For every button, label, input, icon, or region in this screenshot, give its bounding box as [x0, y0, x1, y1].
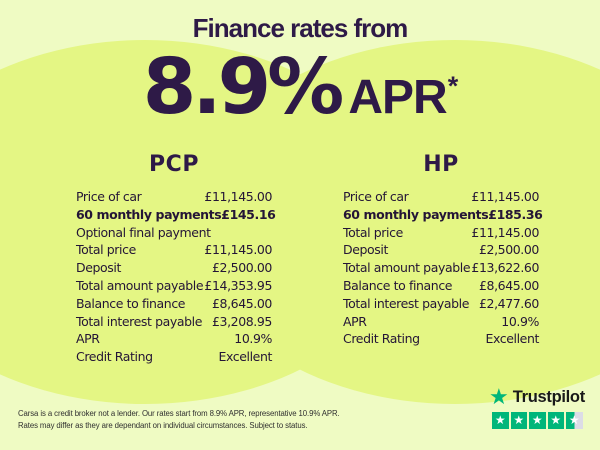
row-label: Total interest payable — [343, 295, 470, 311]
row-value: £11,145.00 — [471, 189, 539, 204]
row-value: £11,145.00 — [204, 242, 272, 258]
row-label: Price of car — [343, 189, 409, 204]
star-glyph: ★ — [568, 413, 580, 428]
rate-asterisk: * — [447, 71, 459, 101]
finance-row — [76, 331, 272, 349]
row-value: 10.9% — [234, 331, 272, 347]
finance-row — [343, 206, 543, 225]
trustpilot-wordmark: Trustpilot — [512, 387, 585, 406]
finance-row — [343, 260, 539, 278]
finance-row — [76, 349, 272, 367]
disclaimer-line-2: Rates may differ as they are dependant on individual circumstances. Subject to status. — [18, 421, 308, 430]
hp-column — [343, 152, 543, 349]
row-label: Credit Rating — [343, 331, 420, 347]
trustpilot-widget — [489, 386, 585, 429]
row-value: £185.36 — [488, 206, 543, 222]
banner-title: Finance rates from — [192, 13, 408, 43]
row-value: £2,500.00 — [478, 242, 539, 258]
row-label: APR — [76, 331, 100, 347]
row-value: £11,145.00 — [471, 224, 539, 240]
rate-value: 8.9% — [142, 43, 341, 132]
row-label: Deposit — [76, 260, 121, 276]
row-value: £2,477.60 — [478, 295, 539, 311]
row-label: Total amount payable — [343, 260, 471, 276]
rating-star-icon — [548, 412, 565, 429]
finance-row — [76, 242, 272, 260]
row-label: Optional final payment — [76, 224, 211, 240]
rating-star-icon — [529, 412, 546, 429]
finance-row — [343, 331, 539, 349]
rate-headline — [0, 43, 600, 132]
finance-row — [76, 296, 272, 314]
pcp-column — [76, 152, 276, 367]
rating-star-icon — [492, 412, 509, 429]
row-value: £2,500.00 — [211, 260, 272, 276]
row-value: £13,622.60 — [471, 260, 539, 276]
trustpilot-logo — [489, 386, 585, 408]
row-label: 60 monthly payments — [76, 206, 222, 222]
row-value: £8,645.00 — [211, 295, 272, 311]
rating-star-icon — [511, 412, 528, 429]
row-value: Excellent — [485, 331, 539, 347]
row-value: £145.16 — [221, 206, 276, 222]
row-value: £8,645.00 — [478, 277, 539, 293]
disclaimer-line-1: Carsa is a credit broker not a lender. Our rates start from 8.9% APR, representative 10.9% APR. — [18, 409, 340, 418]
trustpilot-rating-stars — [492, 412, 585, 429]
star-glyph: ★ — [550, 413, 562, 428]
finance-row — [76, 314, 272, 332]
finance-row — [343, 314, 539, 332]
row-label: 60 monthly payments — [343, 206, 489, 222]
finance-row — [76, 189, 272, 207]
row-value: 10.9% — [501, 313, 539, 329]
finance-row — [343, 278, 539, 296]
row-label: Total interest payable — [76, 313, 203, 329]
hp-heading: HP — [423, 152, 459, 177]
row-label: Balance to finance — [343, 277, 453, 293]
finance-row — [76, 225, 272, 243]
hp-rows — [343, 189, 543, 349]
finance-row — [76, 278, 272, 296]
row-label: Price of car — [76, 189, 142, 204]
row-value: £14,353.95 — [204, 277, 272, 293]
trustpilot-star-icon: ★ — [489, 384, 509, 409]
rating-star-icon — [566, 412, 583, 429]
row-label: Total price — [343, 224, 403, 240]
finance-row — [343, 225, 539, 243]
star-glyph: ★ — [494, 413, 506, 428]
row-label: Deposit — [343, 242, 388, 258]
row-label: Total amount payable — [76, 277, 204, 293]
finance-row — [76, 260, 272, 278]
disclaimer — [18, 408, 340, 432]
row-value: £3,208.95 — [211, 313, 272, 329]
row-label: Credit Rating — [76, 349, 153, 365]
star-glyph: ★ — [531, 413, 543, 428]
row-value: £11,145.00 — [204, 189, 272, 204]
row-label: APR — [343, 313, 367, 329]
pcp-rows — [76, 189, 276, 367]
finance-row — [343, 296, 539, 314]
row-label: Balance to finance — [76, 295, 186, 311]
pcp-heading: PCP — [149, 152, 199, 177]
finance-row — [76, 206, 276, 225]
rate-suffix: APR — [348, 71, 447, 124]
finance-row — [343, 189, 539, 207]
row-value: Excellent — [218, 349, 272, 365]
row-label: Total price — [76, 242, 136, 258]
star-glyph: ★ — [513, 413, 525, 428]
finance-row — [343, 242, 539, 260]
